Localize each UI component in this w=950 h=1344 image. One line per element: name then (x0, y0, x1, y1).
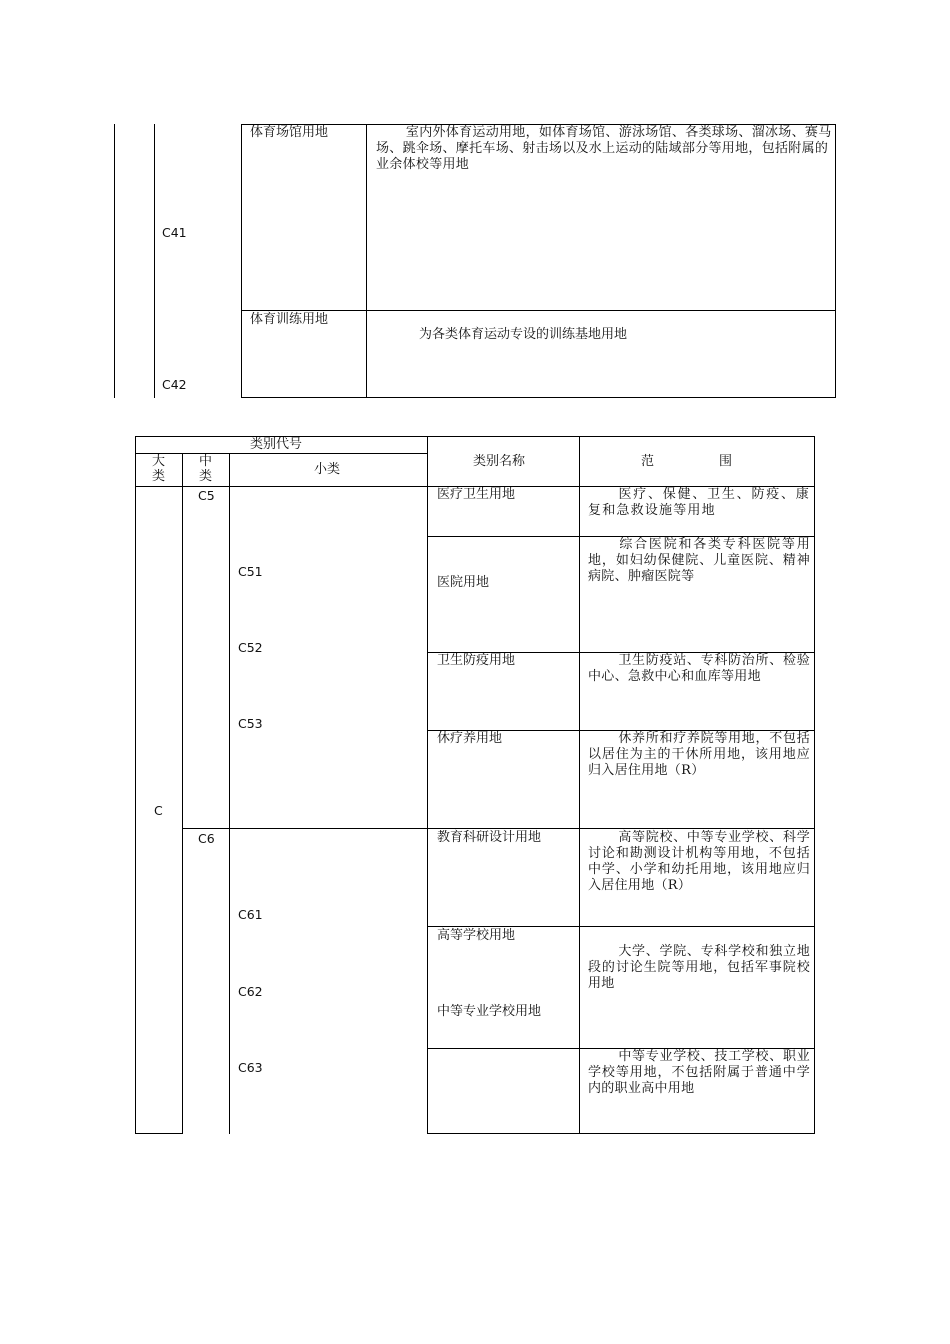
minor-code: C63 (238, 1060, 263, 1075)
header-middle: 中类 (199, 454, 213, 484)
rule (241, 397, 836, 398)
minor-code: C53 (238, 716, 263, 731)
rule (814, 436, 815, 1134)
category-scope: 室内外体育运动用地，如体育场馆、游泳场馆、各类球场、溜冰场、赛马场、跳伞场、摩托车场、射击场以及水上运动的陆域部分等用地，包括附属的业余体校等用地 (376, 125, 832, 172)
category-name: 中等专业学校用地 (437, 1004, 542, 1019)
rule (579, 436, 580, 1134)
category-scope: 综合医院和各类专科医院等用地，如妇幼保健院、儿童医院、精神病院、肿瘤医院等 (588, 537, 810, 584)
category-scope: 大学、学院、专科学校和独立地段的讨论生院等用地，包括军事院校用地 (588, 944, 810, 991)
middle-code: C6 (198, 831, 215, 846)
header-major: 大类 (152, 454, 166, 484)
category-scope: 为各类体育运动专设的训练基地用地 (419, 327, 628, 342)
rule (241, 310, 836, 311)
minor-code: C42 (162, 377, 187, 392)
category-name: 体育训练用地 (250, 312, 329, 327)
category-name: 医院用地 (437, 575, 490, 590)
category-name: 休疗养用地 (437, 731, 503, 746)
category-scope: 卫生防疫站、专科防治所、检验中心、急救中心和血库等用地 (588, 653, 810, 684)
category-name: 卫生防疫用地 (437, 653, 516, 668)
category-name: 高等学校用地 (437, 928, 516, 943)
rule (427, 1133, 815, 1134)
category-scope: 高等院校、中等专业学校、科学讨论和勘测设计机构等用地，不包括中学、小学和幼托用地，该用地应归入居住用地（R） (588, 830, 810, 893)
middle-code: C5 (198, 488, 215, 503)
header-scope: 范 围 (641, 454, 733, 469)
rule (182, 453, 183, 1134)
minor-code: C51 (238, 564, 263, 579)
category-name: 教育科研设计用地 (437, 830, 542, 845)
rule (835, 124, 836, 398)
category-name: 医疗卫生用地 (437, 487, 516, 502)
rule (114, 124, 115, 398)
category-name: 体育场馆用地 (250, 125, 329, 140)
rule (135, 1133, 183, 1134)
header-group: 类别代号 (250, 437, 303, 452)
rule (182, 828, 815, 829)
category-scope: 医疗、保健、卫生、防疫、康复和急救设施等用地 (588, 487, 810, 518)
header-minor: 小类 (314, 462, 341, 477)
minor-code: C61 (238, 907, 263, 922)
rule (135, 436, 815, 437)
category-scope: 中等专业学校、技工学校、职业学校等用地，不包括附属于普通中学内的职业高中用地 (588, 1049, 810, 1096)
rule (154, 124, 155, 398)
rule (427, 926, 815, 927)
minor-code: C52 (238, 640, 263, 655)
major-code: C (154, 803, 163, 818)
rule (135, 436, 136, 1134)
rule (135, 453, 427, 454)
rule (366, 124, 367, 398)
category-scope: 休养所和疗养院等用地，不包括以居住为主的干休所用地，该用地应归入居住用地（R） (588, 731, 810, 778)
minor-code: C62 (238, 984, 263, 999)
rule (241, 124, 242, 398)
minor-code: C41 (162, 225, 187, 240)
header-name: 类别名称 (473, 454, 526, 469)
rule (427, 436, 428, 1134)
rule (229, 453, 230, 1134)
